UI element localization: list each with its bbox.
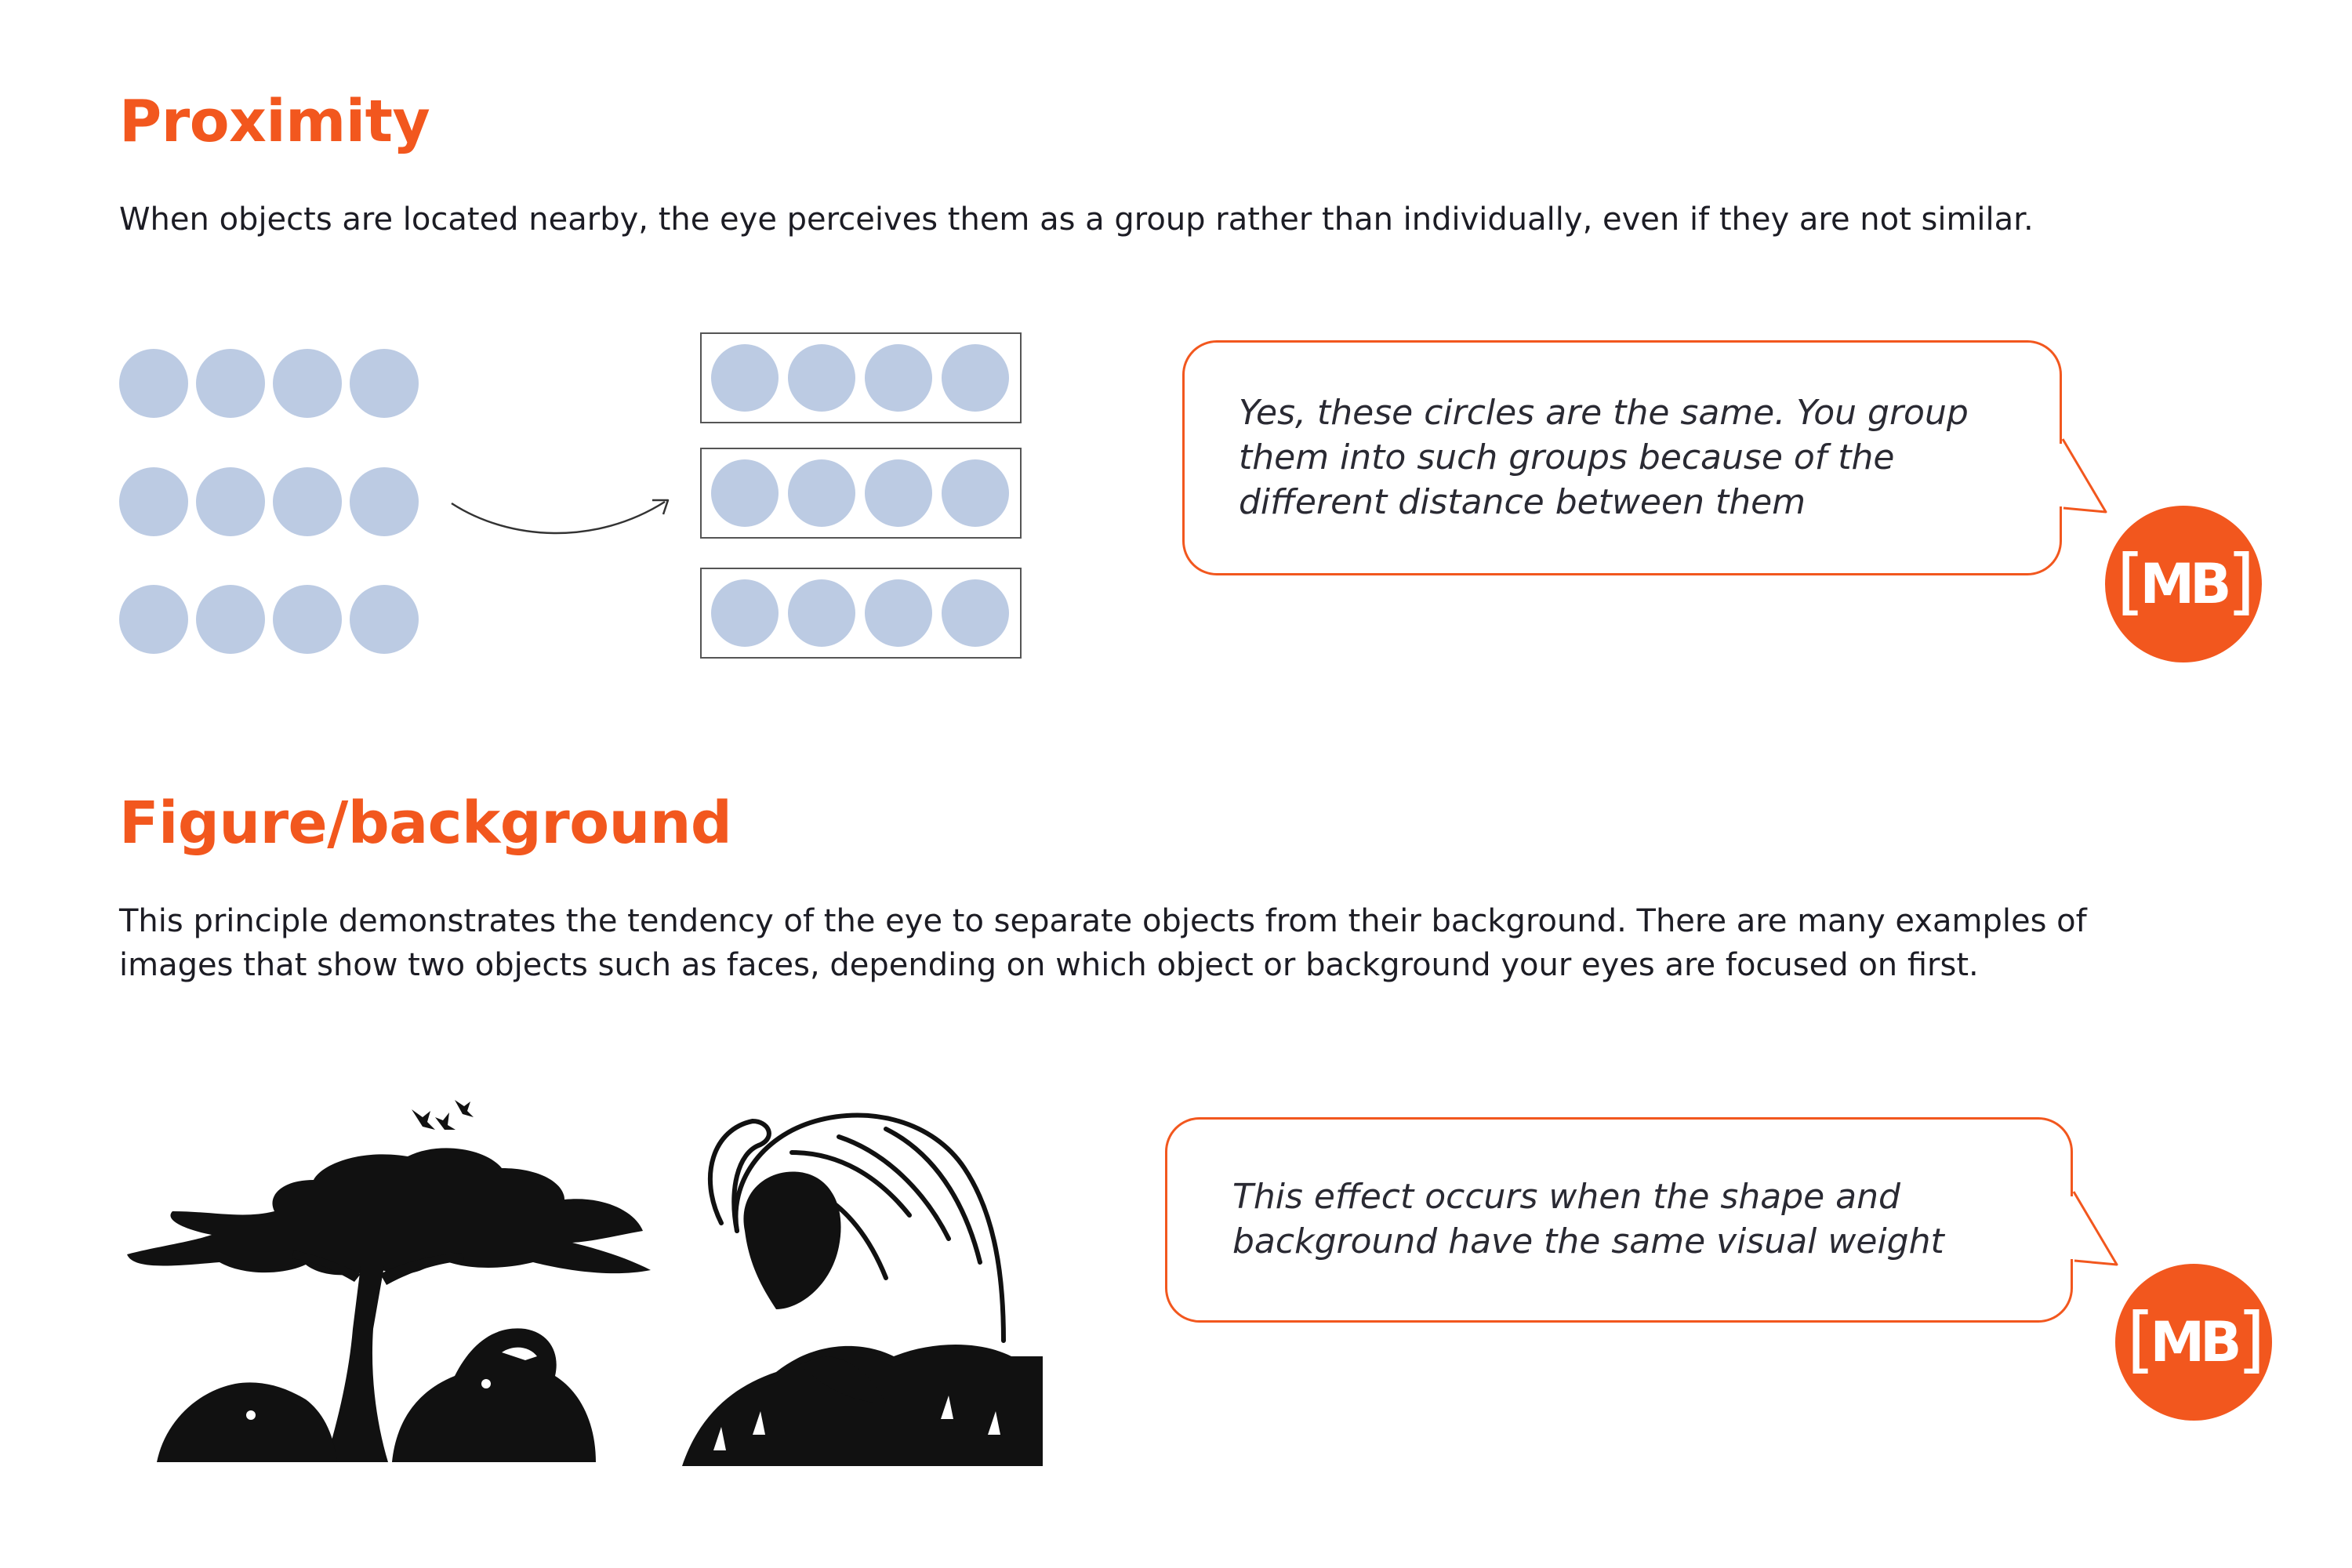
circle [350, 349, 419, 418]
circle-group-box [700, 448, 1022, 539]
circle [711, 344, 779, 412]
badge-bracket-left: [ [2126, 1297, 2151, 1381]
circle [942, 344, 1009, 412]
circle [788, 459, 855, 527]
circle [711, 579, 779, 647]
badge-bracket-right: ] [2237, 1297, 2261, 1381]
proximity-bubble-text: Yes, these circles are the same. You group them into such groups because of the different distance between them [1239, 393, 1969, 522]
speech-bubble-tail [2054, 439, 2117, 517]
circle [788, 579, 855, 647]
circle-group-box [700, 568, 1022, 659]
badge-bracket-right: ] [2227, 539, 2251, 623]
mb-logo-badge [2115, 1264, 2272, 1421]
circle [350, 467, 419, 536]
circle [119, 349, 188, 418]
circle [119, 585, 188, 654]
arrow-icon [447, 486, 682, 557]
circle [865, 459, 932, 527]
figure-background-title: Figure/background [119, 789, 732, 857]
figure-background-description: This principle demonstrates the tendency of the eye to separate objects from their background. There are many examples of images that show two objects such as faces, depending on which object or background your eyes are focused on first. [119, 903, 2087, 983]
speech-bubble-tail [2065, 1192, 2128, 1270]
circle [865, 344, 932, 412]
circle-group-box [700, 332, 1022, 423]
circle [273, 349, 342, 418]
badge-text: MB [2140, 552, 2227, 616]
old-woman-young-woman-illusion-icon [682, 1105, 1051, 1466]
circle [788, 344, 855, 412]
circle [942, 459, 1009, 527]
circle [196, 585, 265, 654]
circle [350, 585, 419, 654]
badge-bracket-left: [ [2116, 539, 2140, 623]
proximity-title: Proximity [119, 88, 430, 155]
tree-lions-silhouette-icon [125, 1094, 659, 1462]
circle [273, 585, 342, 654]
figure-background-bubble-text: This effect occurs when the shape and background have the same visual weight [1232, 1177, 1944, 1261]
circle [865, 579, 932, 647]
proximity-description: When objects are located nearby, the eye perceives them as a group rather than individually, even if they are not similar. [119, 201, 2034, 238]
badge-text: MB [2150, 1310, 2238, 1374]
circle [196, 349, 265, 418]
mb-logo-badge [2105, 506, 2262, 662]
circle [942, 579, 1009, 647]
circle [119, 467, 188, 536]
circle [273, 467, 342, 536]
circle [711, 459, 779, 527]
circle [196, 467, 265, 536]
